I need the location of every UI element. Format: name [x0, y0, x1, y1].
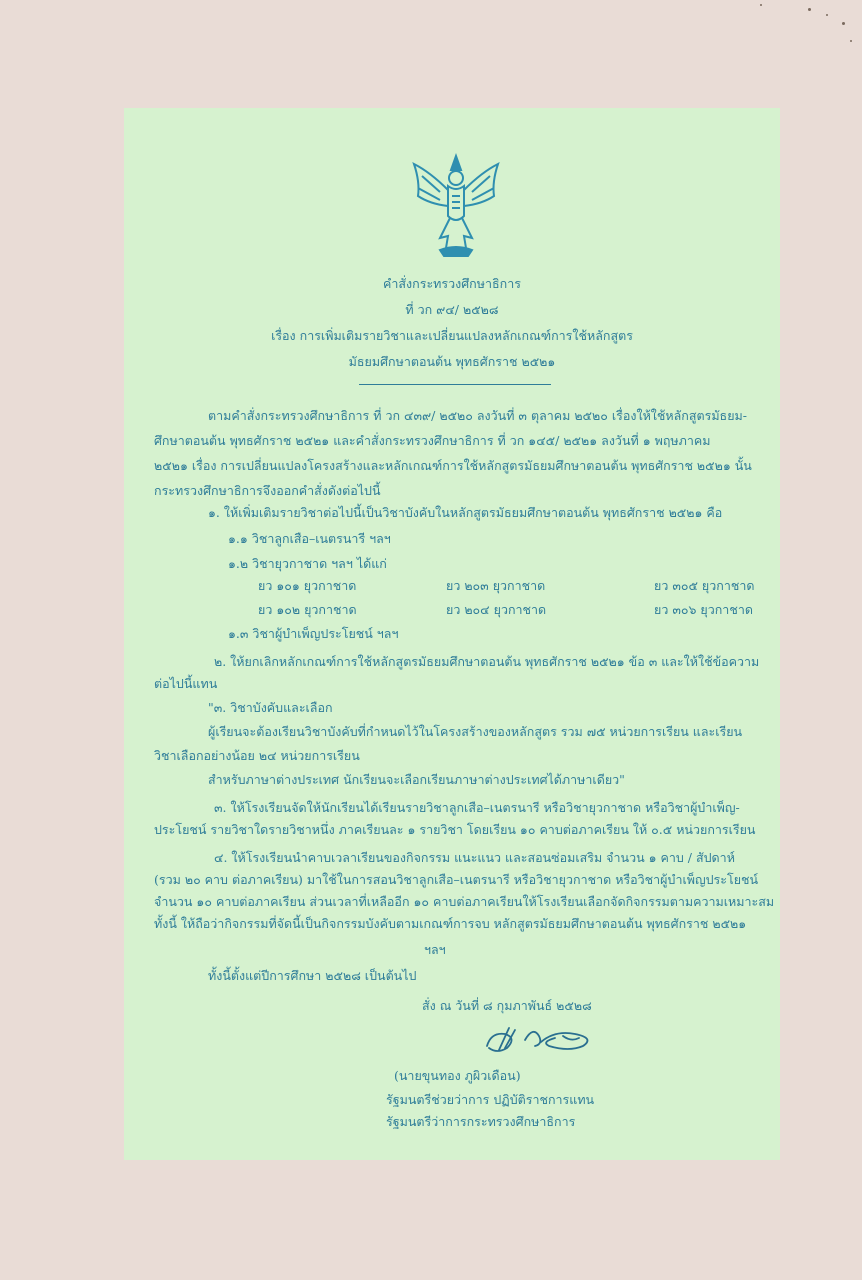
clause-1-2: ๑.๒ วิชายุวกาชาด ฯลฯ ได้แก่ — [228, 556, 387, 571]
subject-line-2: มัธยมศึกษาตอนต้น พุทธศักราช ๒๕๒๑ — [348, 354, 556, 369]
etc-mark: ฯลฯ — [424, 942, 446, 957]
clause-3-line: ๓. ให้โรงเรียนจัดให้นักเรียนได้เรียนรายวิชาลูกเสือ–เนตรนารี หรือวิชายุวกาชาด หรือวิชาผู้บำเพ็ญ- — [214, 800, 740, 815]
document-sheet — [124, 108, 780, 1160]
quoted-heading: "๓. วิชาบังคับและเลือก — [208, 700, 333, 715]
preamble-line: ตามคำสั่งกระทรวงศึกษาธิการ ที่ วก ๔๓๙/ ๒๕๒๐ ลงวันที่ ๓ ตุลาคม ๒๕๒๐ เรื่องให้ใช้หลักสูตรมัธยม- — [208, 408, 747, 423]
course-code: ยว ๑๐๑ ยุวกาชาด — [258, 578, 357, 593]
order-date: สั่ง ณ วันที่ ๘ กุมภาพันธ์ ๒๕๒๘ — [422, 998, 592, 1013]
preamble-line: ๒๕๒๑ เรื่อง การเปลี่ยนแปลงโครงสร้างและหลักเกณฑ์การใช้หลักสูตรมัธยมศึกษาตอนต้น พุทธศักราช ๒๕๒๑ นั้น — [154, 458, 752, 473]
course-code: ยว ๑๐๒ ยุวกาชาด — [258, 602, 357, 617]
clause-2-line: ต่อไปนี้แทน — [154, 676, 218, 691]
signatory-name: (นายขุนทอง ภูผิวเดือน) — [394, 1068, 521, 1083]
course-code: ยว ๓๐๕ ยุวกาชาด — [654, 578, 755, 593]
effective-date: ทั้งนี้ตั้งแต่ปีการศึกษา ๒๕๒๘ เป็นต้นไป — [208, 968, 417, 983]
course-code: ยว ๒๐๓ ยุวกาชาด — [446, 578, 546, 593]
clause-4-line: ๔. ให้โรงเรียนนำคาบเวลาเรียนของกิจกรรม แนะแนว และสอนซ่อมเสริม จำนวน ๑ คาบ / สัปดาห์ — [214, 850, 735, 865]
preamble-line: ศึกษาตอนต้น พุทธศักราช ๒๕๒๑ และคำสั่งกระทรวงศึกษาธิการ ที่ วก ๑๔๕/ ๒๕๒๑ ลงวันที่ ๑ พฤษภาคม — [154, 433, 711, 448]
dust-speck — [842, 22, 845, 25]
document-title: คำสั่งกระทรวงศึกษาธิการ — [383, 276, 521, 291]
clause-4-line: ทั้งนี้ ให้ถือว่ากิจกรรมที่จัดนี้เป็นกิจกรรมบังคับตามเกณฑ์การจบ หลักสูตรมัธยมศึกษาตอนต้น พุทธศักราช ๒๕๒๑ — [154, 916, 747, 931]
order-number: ที่ วก ๙๔/ ๒๕๒๘ — [405, 302, 499, 317]
clause-2-line: ๒. ให้ยกเลิกหลักเกณฑ์การใช้หลักสูตรมัธยมศึกษาตอนต้น พุทธศักราช ๒๕๒๑ ข้อ ๓ และให้ใช้ข้อความ — [214, 654, 760, 669]
course-code: ยว ๓๐๖ ยุวกาชาด — [654, 602, 753, 617]
dust-speck — [850, 40, 852, 42]
clause-4-line: (รวม ๒๐ คาบ ต่อภาคเรียน) มาใช้ในการสอนวิชาลูกเสือ–เนตรนารี หรือวิชายุวกาชาด หรือวิชาผู้บำเพ็ญประโยชน์ — [154, 872, 759, 887]
quoted-paragraph: ผู้เรียนจะต้องเรียนวิชาบังคับที่กำหนดไว้ในโครงสร้างของหลักสูตร รวม ๗๕ หน่วยการเรียน และเรียน — [208, 724, 743, 739]
signatory-position: รัฐมนตรีว่าการกระทรวงศึกษาธิการ — [386, 1114, 576, 1129]
course-code: ยว ๒๐๔ ยุวกาชาด — [446, 602, 547, 617]
garuda-emblem-icon — [410, 152, 502, 260]
signatory-position: รัฐมนตรีช่วยว่าการ ปฏิบัติราชการแทน — [386, 1092, 595, 1107]
quoted-paragraph: สำหรับภาษาต่างประเทศ นักเรียนจะเลือกเรียนภาษาต่างประเทศได้ภาษาเดียว" — [208, 772, 625, 787]
subject-line-1: เรื่อง การเพิ่มเติมรายวิชาและเปลี่ยนแปลงหลักเกณฑ์การใช้หลักสูตร — [271, 328, 633, 343]
dust-speck — [808, 8, 811, 11]
quoted-paragraph: วิชาเลือกอย่างน้อย ๒๔ หน่วยการเรียน — [154, 748, 360, 763]
preamble-line: กระทรวงศึกษาธิการจึงออกคำสั่งดังต่อไปนี้ — [154, 483, 381, 498]
clause-1: ๑. ให้เพิ่มเติมรายวิชาต่อไปนี้เป็นวิชาบังคับในหลักสูตรมัธยมศึกษาตอนต้น พุทธศักราช ๒๕๒๑ คือ — [208, 505, 723, 520]
clause-1-1: ๑.๑ วิชาลูกเสือ–เนตรนารี ฯลฯ — [228, 531, 391, 546]
clause-1-3: ๑.๓ วิชาผู้บำเพ็ญประโยชน์ ฯลฯ — [228, 626, 399, 641]
handwritten-signature — [479, 1018, 609, 1058]
clause-4-line: จำนวน ๑๐ คาบต่อภาคเรียน ส่วนเวลาที่เหลืออีก ๑๐ คาบต่อภาคเรียนให้โรงเรียนเลือกจัดกิจกรรมตามความเหมาะสม — [154, 894, 775, 909]
dust-speck — [760, 4, 762, 6]
dust-speck — [826, 14, 828, 16]
title-divider — [359, 384, 551, 385]
clause-3-line: ประโยชน์ รายวิชาใดรายวิชาหนึ่ง ภาคเรียนละ ๑ รายวิชา โดยเรียน ๑๐ คาบต่อภาคเรียน ให้ ๐.๕ หน่วยการเรียน — [154, 822, 756, 837]
